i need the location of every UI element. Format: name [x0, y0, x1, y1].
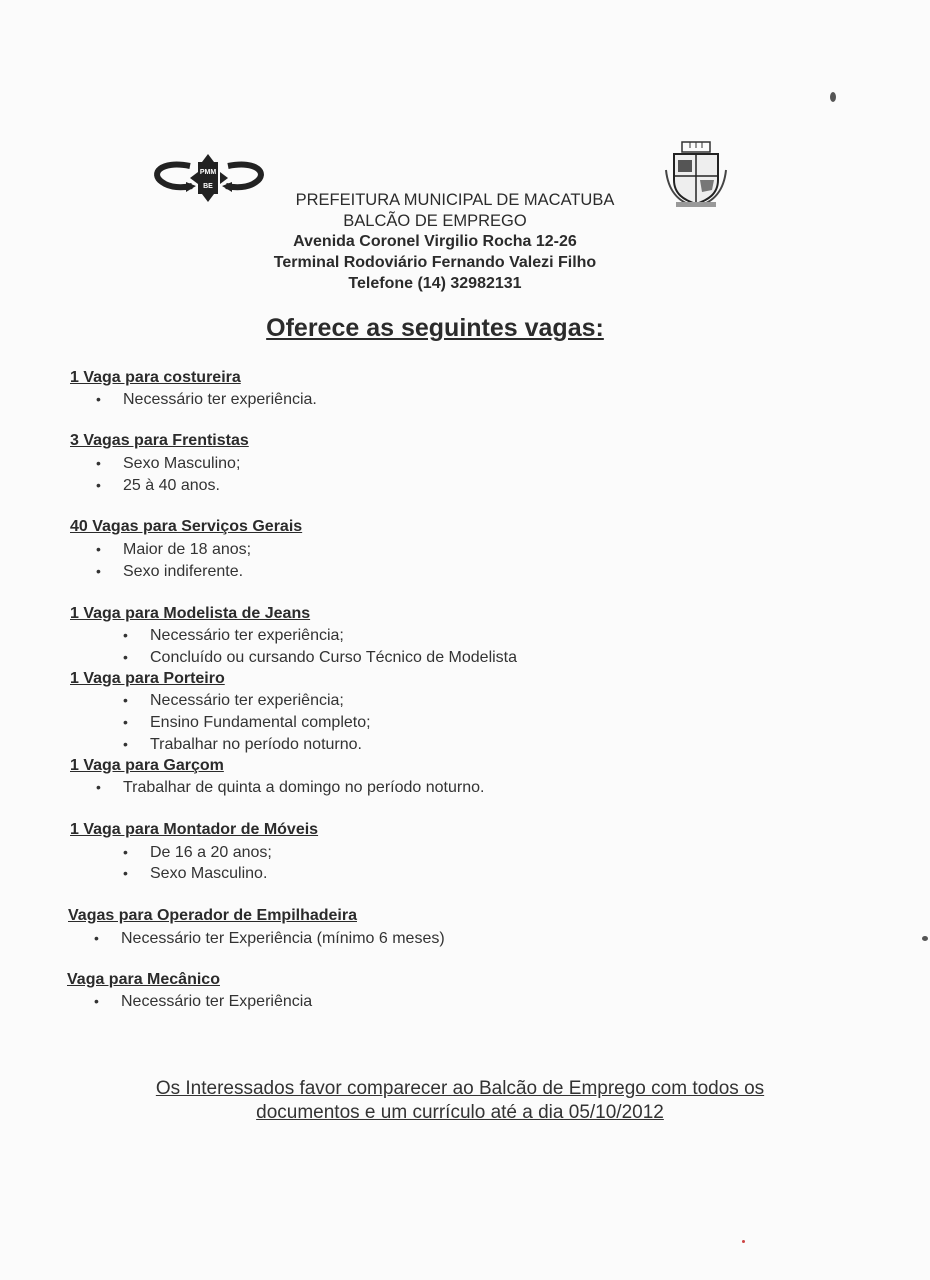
job-requirement: • Necessário ter Experiência (mínimo 6 meses)	[121, 931, 445, 947]
job-requirement: • Necessário ter experiência.	[123, 392, 317, 408]
job-requirement: • Sexo indiferente.	[123, 564, 243, 580]
job-requirement: • Trabalhar de quinta a domingo no período noturno.	[123, 780, 484, 796]
job-title-porteiro: 1 Vaga para Porteiro	[70, 670, 225, 687]
job-requirement: • Necessário ter experiência;	[150, 693, 344, 709]
job-title-operador-empilhadeira: Vagas para Operador de Empilhadeira	[68, 907, 357, 924]
job-requirement: • Concluído ou cursando Curso Técnico de Modelista	[150, 650, 517, 666]
footer-instructions-line2: documentos e um currículo até a dia 05/10/2012	[256, 1102, 664, 1123]
job-title-modelista-jeans: 1 Vaga para Modelista de Jeans	[70, 605, 311, 622]
scan-speck	[742, 1240, 745, 1243]
header-address: Avenida Coronel Virgilio Rocha 12-26	[293, 233, 577, 250]
job-requirement: • Trabalhar no período noturno.	[150, 737, 362, 753]
job-requirement: • Necessário ter Experiência	[121, 994, 312, 1010]
job-title-servicos-gerais: 40 Vagas para Serviços Gerais	[70, 518, 303, 535]
job-requirement: • 25 à 40 anos.	[123, 478, 220, 494]
job-requirement: • Sexo Masculino;	[123, 456, 240, 472]
job-requirement: • De 16 a 20 anos;	[150, 845, 272, 861]
header-phone: Telefone (14) 32982131	[348, 275, 522, 292]
scan-speck	[922, 936, 928, 941]
job-title-costureira: 1 Vaga para costureira	[70, 369, 241, 386]
job-title-frentistas: 3 Vagas para Frentistas	[70, 432, 249, 449]
job-title-mecanico: Vaga para Mecânico	[67, 971, 220, 988]
logo-text-bottom: BE	[203, 183, 213, 190]
job-requirement: • Maior de 18 anos;	[123, 542, 251, 558]
job-title-montador-moveis: 1 Vaga para Montador de Móveis	[70, 821, 319, 838]
header-terminal: Terminal Rodoviário Fernando Valezi Filho	[273, 254, 597, 271]
scan-speck	[830, 92, 836, 102]
page-headline: Oferece as seguintes vagas:	[266, 314, 604, 342]
job-requirement: • Necessário ter experiência;	[150, 628, 344, 644]
header-municipality: PREFEITURA MUNICIPAL DE MACATUBA	[295, 191, 615, 209]
pmm-be-logo	[150, 152, 268, 204]
municipal-crest-icon	[664, 140, 728, 208]
job-requirement: • Ensino Fundamental completo;	[150, 715, 371, 731]
job-title-garcom: 1 Vaga para Garçom	[70, 757, 224, 774]
footer-instructions-line1: Os Interessados favor comparecer ao Balcão de Emprego com todos os	[155, 1078, 765, 1099]
job-requirement: • Sexo Masculino.	[150, 866, 267, 882]
logo-text-top: PMM	[199, 169, 217, 176]
header-office: BALCÃO DE EMPREGO	[343, 212, 527, 230]
